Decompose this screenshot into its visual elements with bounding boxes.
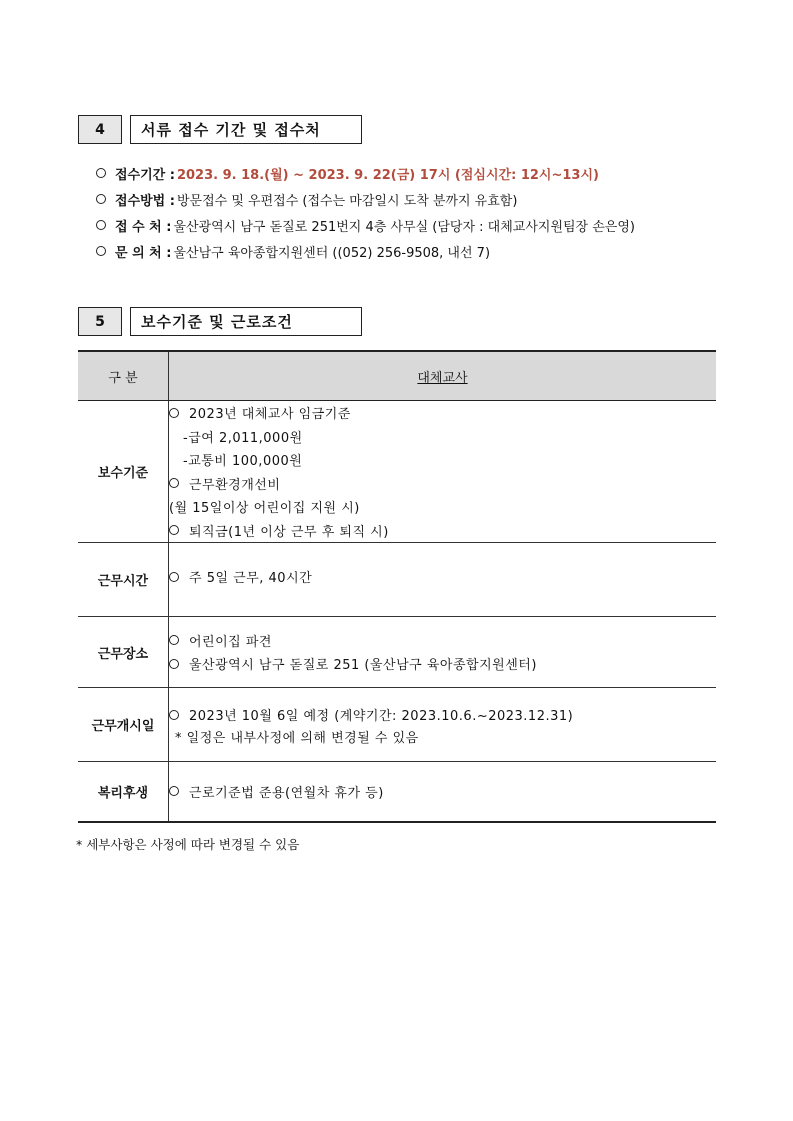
circle-bullet-icon (169, 710, 179, 720)
line-text: (월 15일이상 어린이집 지원 시) (169, 501, 360, 517)
table-row-workplace (78, 617, 716, 688)
content-line (169, 495, 716, 519)
item-label: 접수방법 : (115, 193, 175, 209)
row-label: 근무장소 (78, 617, 169, 688)
line-text: 울산광역시 남구 돋질로 251 (울산남구 육아종합지원센터) (189, 658, 537, 674)
content-line (169, 726, 716, 746)
table-header-row (78, 351, 716, 401)
item-value: 울산남구 육아종합지원센터 ((052) 256-9508, 내선 7) (173, 245, 491, 261)
section-5-number: 5 (78, 307, 122, 336)
footnote: * 세부사항은 사정에 따라 변경될 수 있음 (76, 837, 300, 852)
table-row-salary (78, 401, 716, 543)
header-category: 구 분 (78, 351, 169, 401)
line-text: 근무환경개선비 (189, 477, 281, 493)
circle-bullet-icon (169, 525, 179, 535)
table-row-start-date (78, 688, 716, 762)
line-text: * 일정은 내부사정에 의해 변경될 수 있음 (175, 730, 419, 746)
circle-bullet-icon (169, 408, 179, 418)
content-line (169, 565, 716, 589)
line-text: -교통비 100,000원 (183, 454, 303, 470)
header-substitute-teacher: 대체교사 (169, 351, 717, 401)
item-label: 문 의 처 : (115, 245, 172, 261)
line-text: 퇴직금(1년 이상 근무 후 퇴직 시) (189, 524, 389, 540)
row-label: 근무시간 (78, 543, 169, 617)
line-text: 2023년 대체교사 임금기준 (189, 407, 351, 423)
list-item-period (96, 160, 635, 186)
item-value: 방문접수 및 우편접수 (접수는 마감일시 도착 분까지 유효함) (176, 193, 518, 209)
row-label: 복리후생 (78, 762, 169, 822)
section-5-title: 보수기준 및 근로조건 (130, 307, 362, 336)
list-item-contact (96, 238, 635, 264)
table-row-hours (78, 543, 716, 617)
content-line (169, 519, 716, 543)
circle-bullet-icon (169, 659, 179, 669)
content-line (169, 425, 716, 449)
row-content (169, 401, 717, 543)
circle-bullet-icon (96, 220, 106, 230)
content-line (169, 472, 716, 496)
content-line (169, 652, 716, 676)
working-conditions-table (78, 350, 716, 823)
content-line (169, 629, 716, 653)
row-content (169, 543, 717, 617)
row-content (169, 617, 717, 688)
application-info-list (96, 160, 635, 264)
circle-bullet-icon (169, 478, 179, 488)
line-text: 주 5일 근무, 40시간 (189, 571, 313, 587)
content-line (169, 703, 716, 727)
item-label: 접수기간 : (115, 167, 175, 183)
row-content (169, 688, 717, 762)
item-value: 울산광역시 남구 돋질로 251번지 4층 사무실 (담당자 : 대체교사지원팀장 손은영) (173, 219, 635, 235)
circle-bullet-icon (96, 246, 106, 256)
circle-bullet-icon (169, 635, 179, 645)
content-line (169, 780, 716, 804)
circle-bullet-icon (96, 168, 106, 178)
list-item-method (96, 186, 635, 212)
row-label: 보수기준 (78, 401, 169, 543)
section-4-number: 4 (78, 115, 122, 144)
row-content (169, 762, 717, 822)
item-value: 2023. 9. 18.(월) ~ 2023. 9. 22(금) 17시 (점심시간: 12시~13시) (176, 167, 599, 183)
line-text: 근로기준법 준용(연월차 휴가 등) (189, 785, 384, 801)
circle-bullet-icon (169, 572, 179, 582)
line-text: -급여 2,011,000원 (183, 430, 303, 446)
item-label: 접 수 처 : (115, 219, 172, 235)
row-label: 근무개시일 (78, 688, 169, 762)
content-line (169, 401, 716, 425)
section-5-heading (78, 307, 362, 336)
section-4-title: 서류 접수 기간 및 접수처 (130, 115, 362, 144)
table-row-welfare (78, 762, 716, 822)
circle-bullet-icon (169, 786, 179, 796)
circle-bullet-icon (96, 194, 106, 204)
section-4-heading (78, 115, 362, 144)
content-line (169, 448, 716, 472)
line-text: 2023년 10월 6일 예정 (계약기간: 2023.10.6.~2023.12.31) (189, 709, 574, 724)
list-item-place (96, 212, 635, 238)
line-text: 어린이집 파견 (189, 634, 272, 650)
